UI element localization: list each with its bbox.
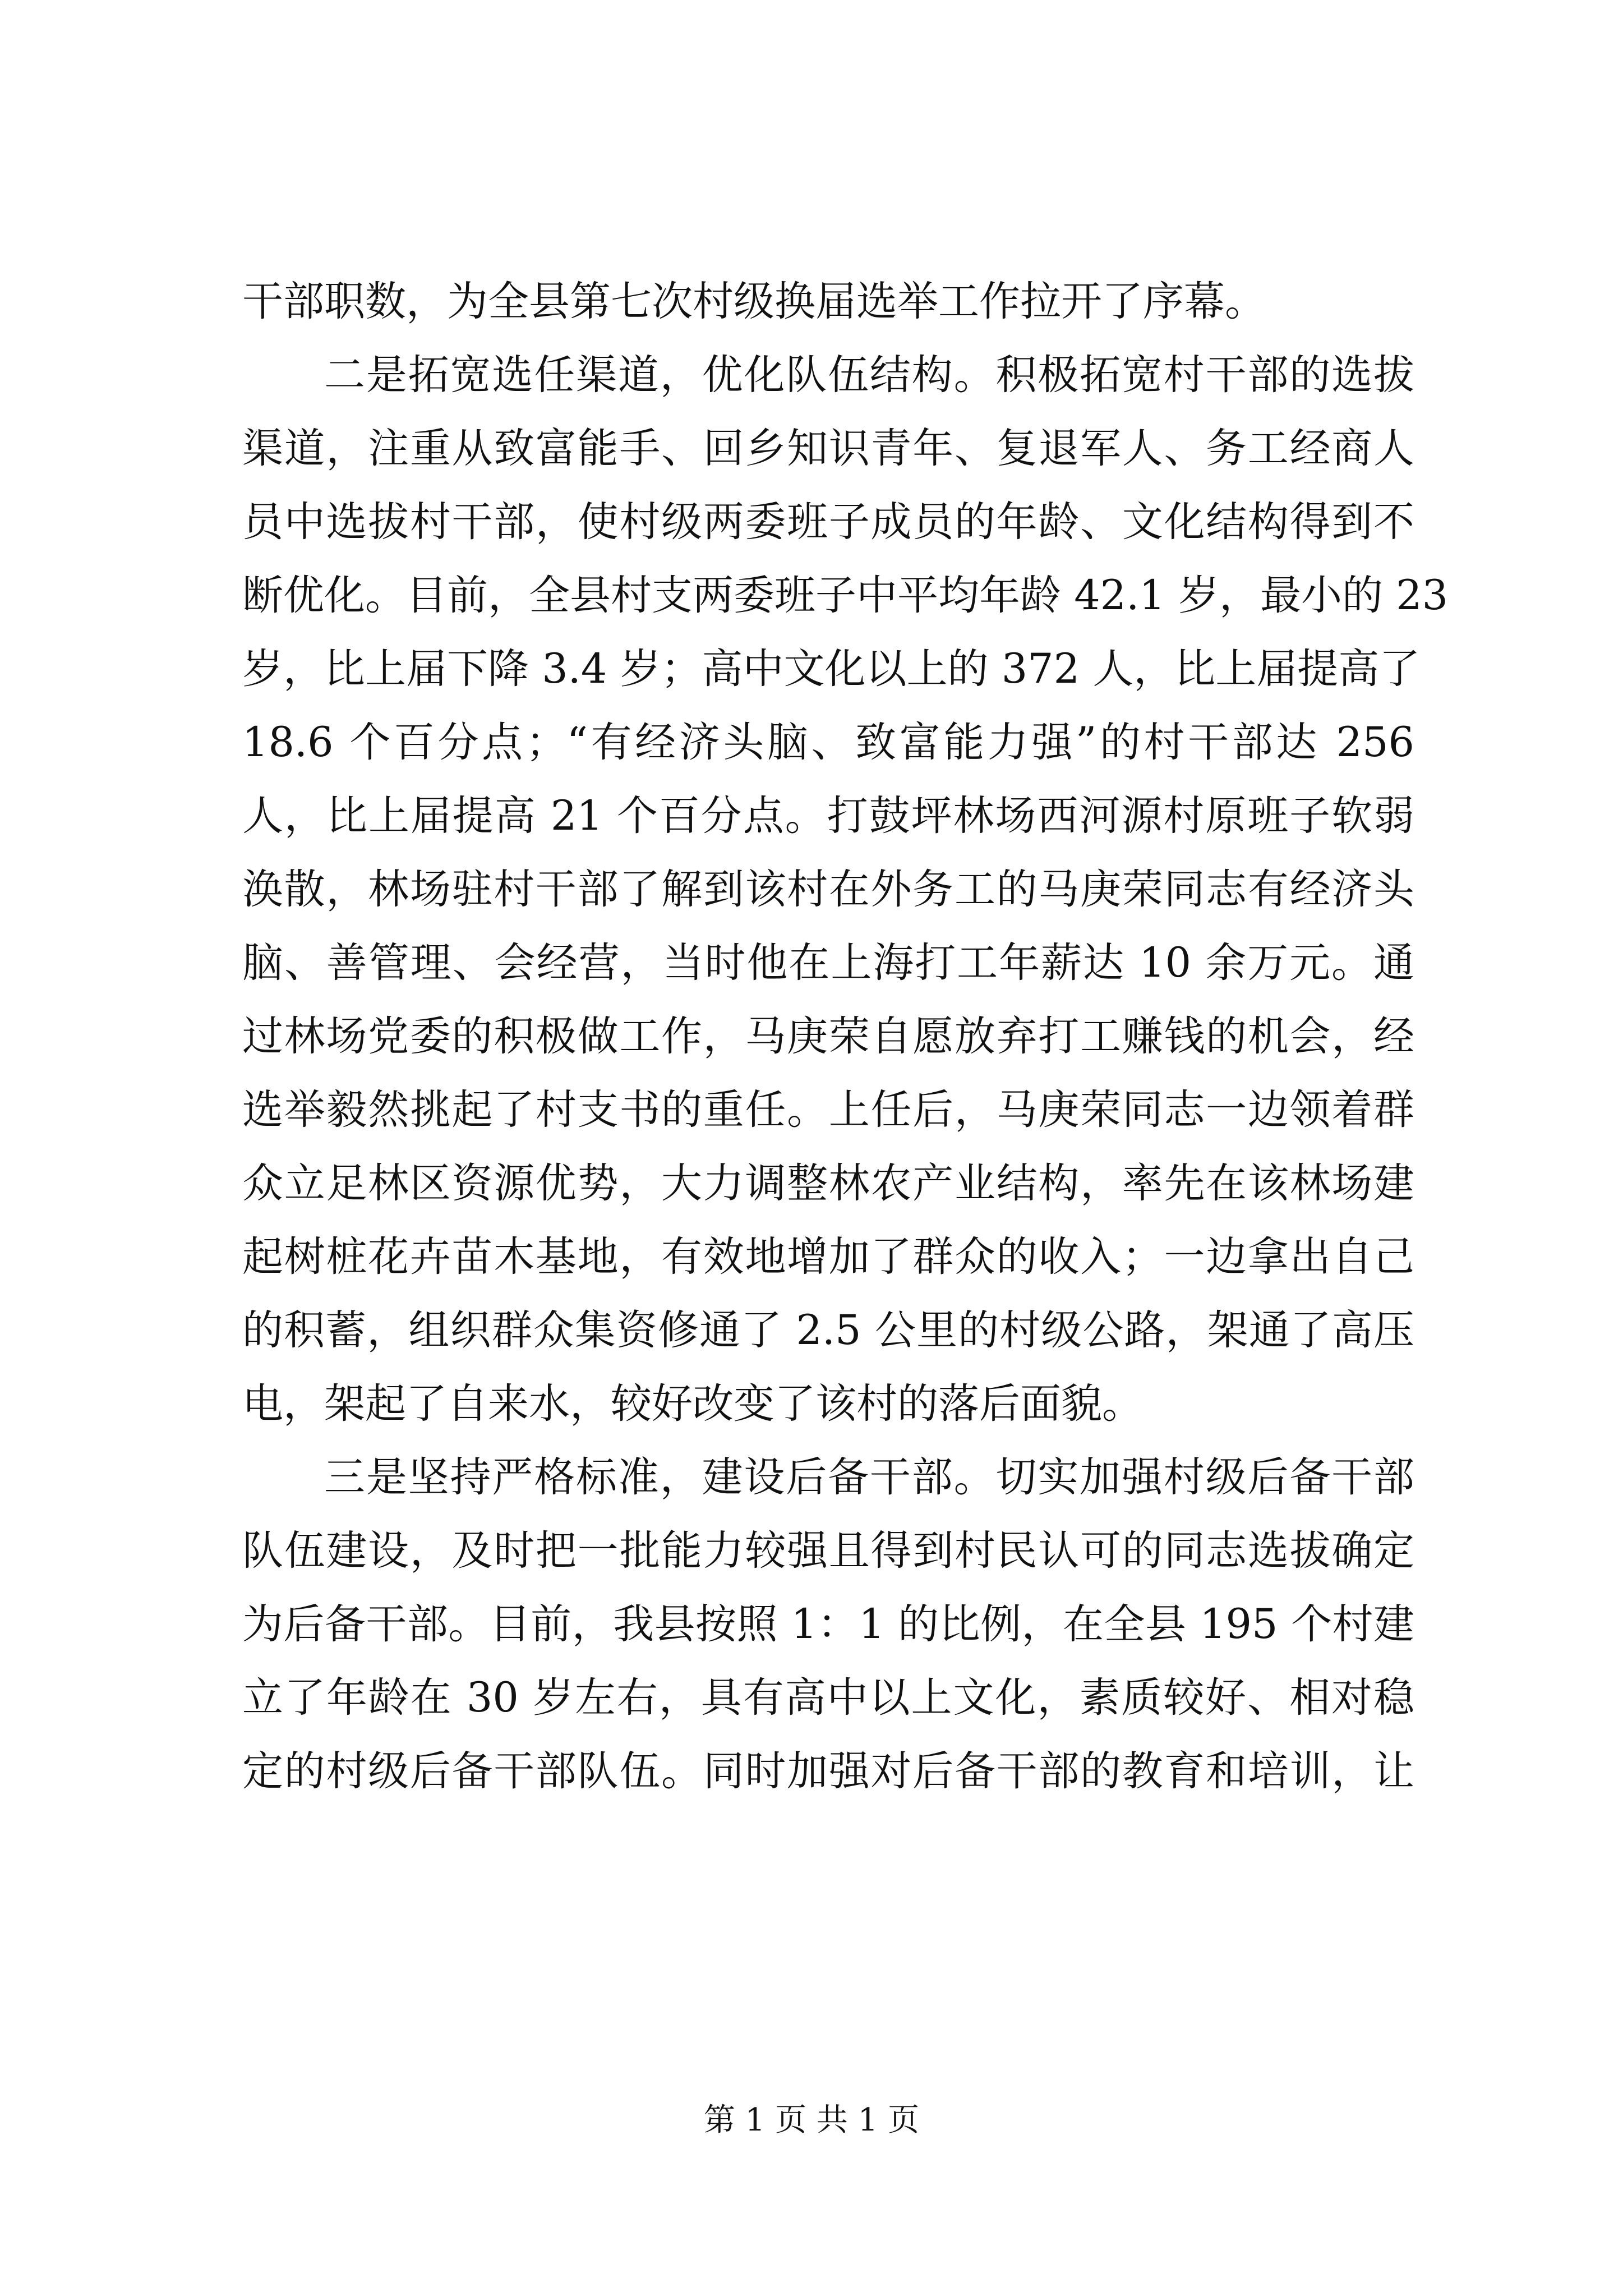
text-line: 定的村级后备干部队伍。同时加强对后备干部的教育和培训，让 bbox=[242, 1747, 1414, 1795]
text-line: 的积蓄，组织群众集资修通了 2.5 公里的村级公路，架通了高压 bbox=[242, 1306, 1414, 1354]
text-line: 人，比上届提高 21 个百分点。打鼓坪林场西河源村原班子软弱 bbox=[242, 792, 1414, 840]
paragraph-start-line: 三是坚持严格标准，建设后备干部。切实加强村级后备干部 bbox=[324, 1453, 1414, 1501]
text-line: 起树桩花卉苗木基地，有效地增加了群众的收入；一边拿出自己 bbox=[242, 1233, 1414, 1281]
text-line: 立了年龄在 30 岁左右，具有高中以上文化，素质较好、相对稳 bbox=[242, 1674, 1414, 1722]
text-line: 过林场党委的积极做工作，马庚荣自愿放弃打工赚钱的机会，经 bbox=[242, 1013, 1414, 1060]
text-line: 涣散，林场驻村干部了解到该村在外务工的马庚荣同志有经济头 bbox=[242, 866, 1414, 913]
text-line: 为后备干部。目前，我县按照 1：1 的比例，在全县 195 个村建 bbox=[242, 1600, 1414, 1648]
text-line: 断优化。目前，全县村支两委班子中平均年龄 42.1 岁，最小的 23 bbox=[242, 572, 1449, 619]
text-line: 脑、善管理、会经营，当时他在上海打工年薪达 10 余万元。通 bbox=[242, 939, 1414, 987]
paragraph-start-line: 二是拓宽选任渠道，优化队伍结构。积极拓宽村干部的选拔 bbox=[324, 351, 1414, 399]
text-line: 众立足林区资源优势，大力调整林农产业结构，率先在该林场建 bbox=[242, 1159, 1414, 1207]
text-line: 员中选拔村干部，使村级两委班子成员的年龄、文化结构得到不 bbox=[242, 498, 1414, 546]
text-line: 18.6 个百分点；“有经济头脑、致富能力强”的村干部达 256 bbox=[242, 719, 1414, 766]
paragraph-end-line: 电，架起了自来水，较好改变了该村的落后面貌。 bbox=[242, 1380, 1143, 1428]
text-line: 选举毅然挑起了村支书的重任。上任后，马庚荣同志一边领着群 bbox=[242, 1086, 1414, 1134]
text-line: 渠道，注重从致富能手、回乡知识青年、复退军人、务工经商人 bbox=[242, 425, 1414, 472]
text-line: 岁，比上届下降 3.4 岁；高中文化以上的 372 人，比上届提高了 bbox=[242, 645, 1421, 693]
text-line: 队伍建设，及时把一批能力较强且得到村民认可的同志选拔确定 bbox=[242, 1527, 1414, 1575]
text-line: 干部职数，为全县第七次村级换届选举工作拉开了序幕。 bbox=[242, 278, 1266, 325]
page-footer: 第 1 页 共 1 页 bbox=[703, 2102, 920, 2138]
document-body bbox=[242, 265, 1449, 1808]
